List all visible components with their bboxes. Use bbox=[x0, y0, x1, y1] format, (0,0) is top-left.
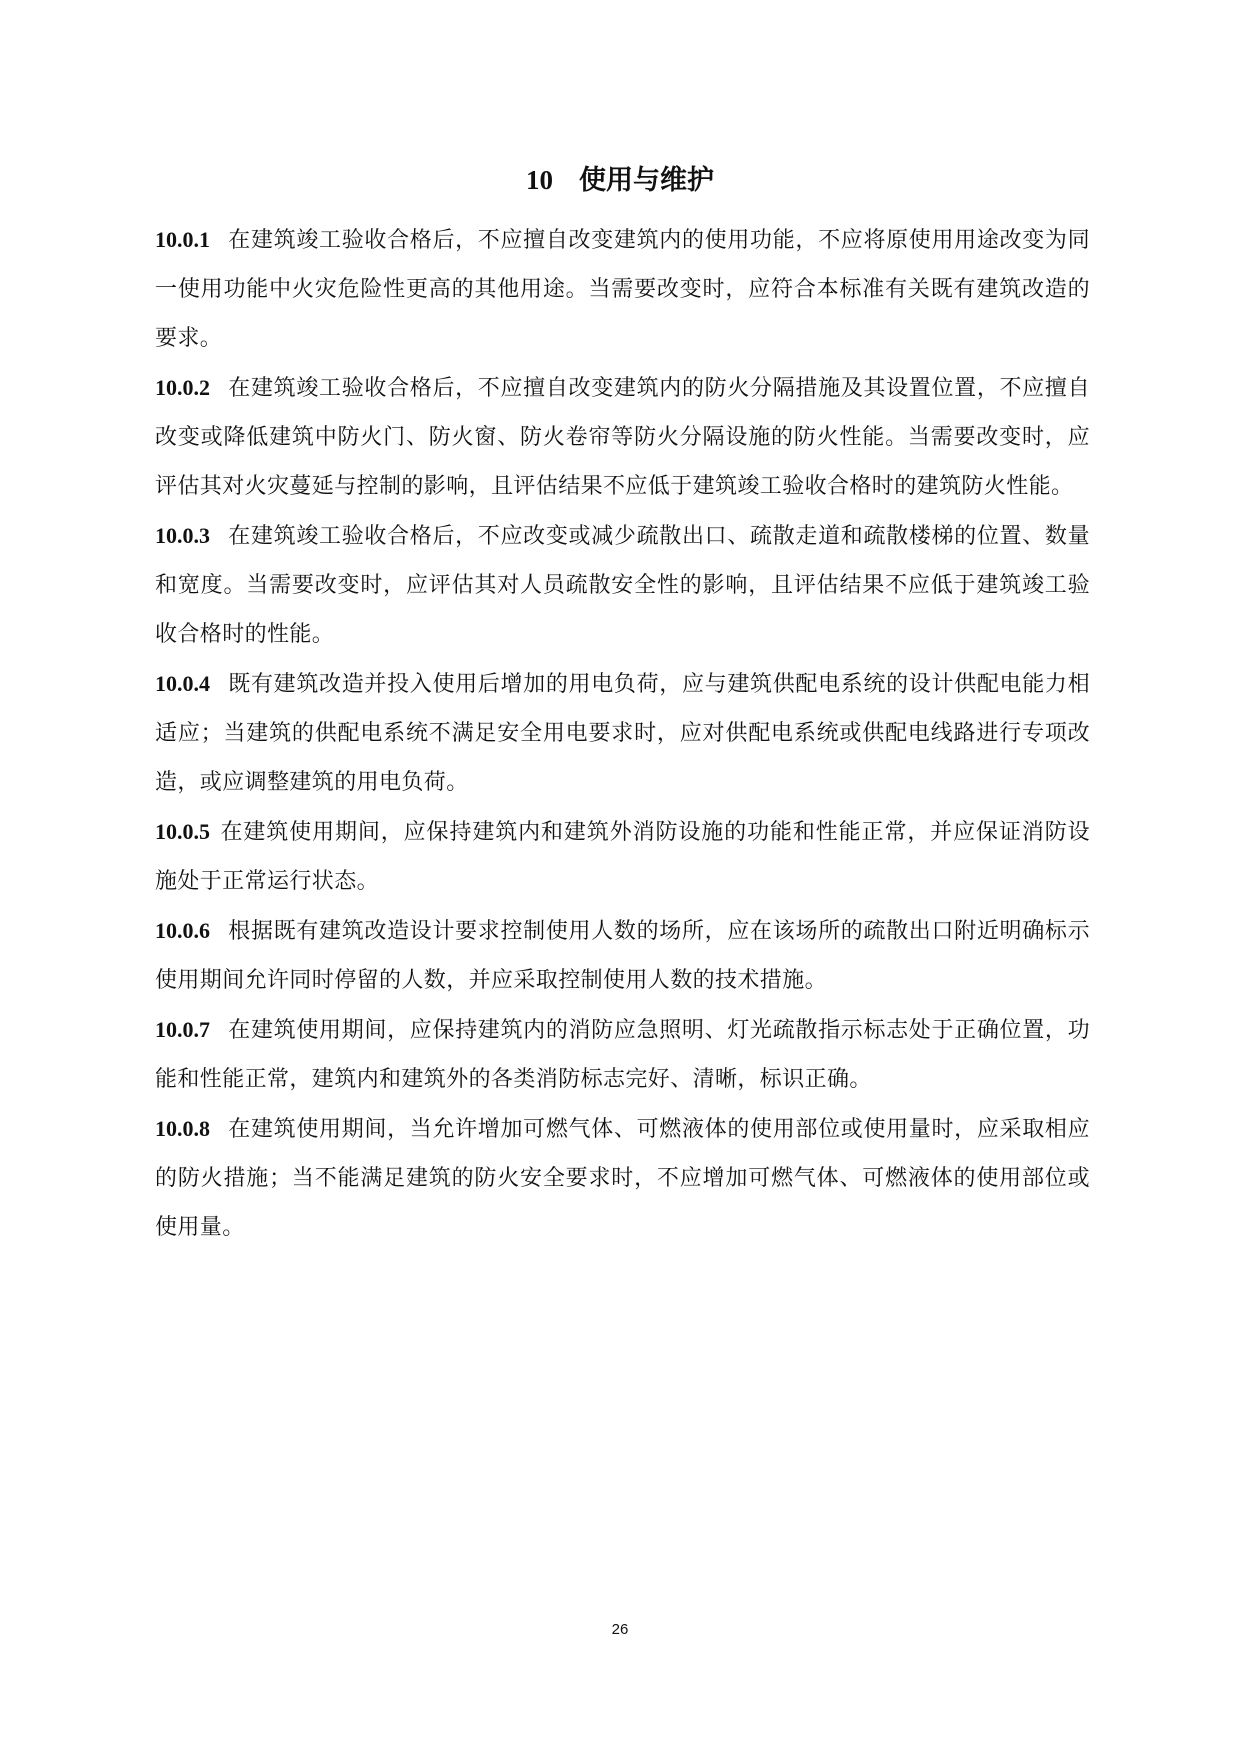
clause-number: 10.0.6 bbox=[155, 918, 210, 943]
clause-10-0-5 bbox=[155, 807, 1090, 906]
clause-number: 10.0.2 bbox=[155, 375, 210, 400]
page-number: 26 bbox=[611, 1621, 629, 1638]
chapter-title bbox=[0, 160, 1240, 201]
clause-text: 在建筑使用期间，应保持建筑内和建筑外消防设施的功能和性能正常，并应保证消防设施处于正常运行状态。 bbox=[155, 820, 1090, 894]
clause-text: 根据既有建筑改造设计要求控制使用人数的场所，应在该场所的疏散出口附近明确标示使用期间允许同时停留的人数，并应采取控制使用人数的技术措施。 bbox=[155, 919, 1090, 993]
clause-10-0-1 bbox=[155, 215, 1090, 363]
clause-10-0-6 bbox=[155, 906, 1090, 1005]
clause-text: 在建筑竣工验收合格后，不应擅自改变建筑内的使用功能，不应将原使用用途改变为同一使用功能中火灾危险性更高的其他用途。当需要改变时，应符合本标准有关既有建筑改造的要求。 bbox=[155, 228, 1090, 351]
clause-number: 10.0.5 bbox=[155, 819, 210, 844]
clause-number: 10.0.7 bbox=[155, 1017, 210, 1042]
clause-text: 在建筑竣工验收合格后，不应改变或减少疏散出口、疏散走道和疏散楼梯的位置、数量和宽度。当需要改变时，应评估其对人员疏散安全性的影响，且评估结果不应低于建筑竣工验收合格时的性能。 bbox=[155, 524, 1090, 647]
clause-text: 在建筑竣工验收合格后，不应擅自改变建筑内的防火分隔措施及其设置位置，不应擅自改变或降低建筑中防火门、防火窗、防火卷帘等防火分隔设施的防火性能。当需要改变时，应评估其对火灾蔓延与控制的影响，且评估结果不应低于建筑竣工验收合格时的建筑防火性能。 bbox=[155, 376, 1090, 499]
clause-10-0-4 bbox=[155, 659, 1090, 807]
clause-number: 10.0.8 bbox=[155, 1116, 210, 1141]
clause-text: 既有建筑改造并投入使用后增加的用电负荷，应与建筑供配电系统的设计供配电能力相适应；当建筑的供配电系统不满足安全用电要求时，应对供配电系统或供配电线路进行专项改造，或应调整建筑的用电负荷。 bbox=[155, 672, 1090, 795]
clause-text: 在建筑使用期间，应保持建筑内的消防应急照明、灯光疏散指示标志处于正确位置，功能和性能正常，建筑内和建筑外的各类消防标志完好、清晰，标识正确。 bbox=[155, 1018, 1090, 1092]
clause-10-0-7 bbox=[155, 1005, 1090, 1104]
clause-10-0-2 bbox=[155, 363, 1090, 511]
clause-text: 在建筑使用期间，当允许增加可燃气体、可燃液体的使用部位或使用量时，应采取相应的防火措施；当不能满足建筑的防火安全要求时，不应增加可燃气体、可燃液体的使用部位或使用量。 bbox=[155, 1117, 1090, 1240]
clause-number: 10.0.3 bbox=[155, 523, 210, 548]
clause-number: 10.0.4 bbox=[155, 671, 210, 696]
chapter-title-text: 使用与维护 bbox=[579, 165, 714, 196]
clause-number: 10.0.1 bbox=[155, 227, 210, 252]
clause-10-0-8 bbox=[155, 1104, 1090, 1252]
clause-list bbox=[155, 215, 1090, 1252]
chapter-number: 10 bbox=[526, 165, 553, 195]
clause-10-0-3 bbox=[155, 511, 1090, 659]
